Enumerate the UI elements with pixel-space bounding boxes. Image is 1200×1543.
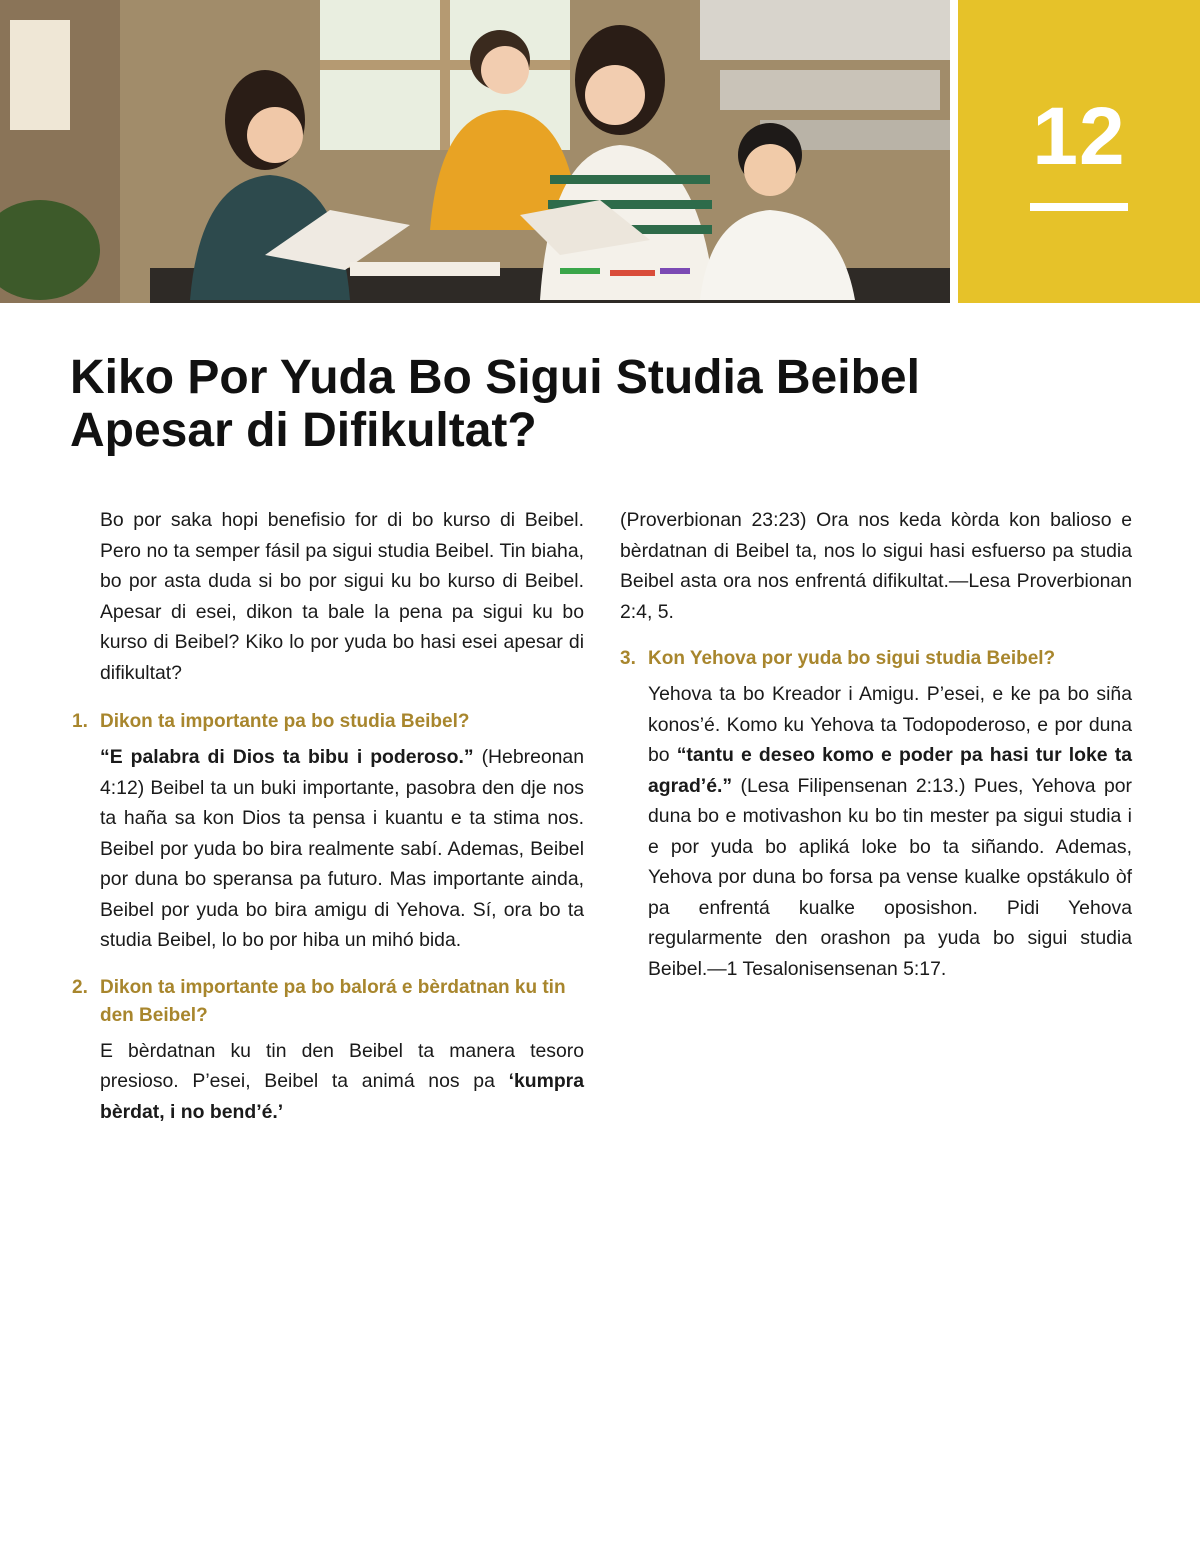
answer-2-paragraph [72,1036,584,1128]
family-bible-study-illustration [0,0,950,303]
intro-paragraph: Bo por saka hopi benefisio for di bo kurso di Beibel. Pero no ta semper fásil pa sigui studia Beibel. Tin biaha, bo por asta duda si bo por sigui ku bo kurso di Beibel. Apesar di esei, dikon ta bale la pena pa sigui ku bo kurso di Beibel? Kiko lo por yuda bo hasi esei apesar di difikultat? [100,509,584,684]
question-2-heading [72,974,584,1030]
page-title-line2: Apesar di Difikultat? [70,403,537,457]
page-title-line1: Kiko Por Yuda Bo Sigui Studia Beibel [70,351,920,404]
right-column [620,505,1132,984]
answer-2-continuation [620,505,1132,627]
answer-1-text: (Hebreonan 4:12) Beibel ta un buki importante, pasobra den dje nos ta haña sa kon Dios ta pensa i kuantu e ta stima nos. Beibel por yuda bo bira realmente sabí. Ademas, Beibel por duna bo speransa pa futuro. Mas importante ainda, Beibel por yuda bo bira amigu di Yehova. Sí, ora bo ta studia Beibel, lo bo por hiba un mihó bida. [100,746,585,951]
answer-2-text-part2: (Proverbionan 23:23) Ora nos keda kòrda kon balioso e bèrdatnan di Beibel ta, nos lo sigui hasi esfuerso pa studia Beibel asta ora nos enfrentá difikultat.—Lesa Proverbionan 2:4, 5. [620,509,1132,623]
question-1-heading [72,708,584,736]
lesson-number-underline [1030,203,1128,211]
question-1-number: 1. [72,711,88,732]
hero-photo [0,0,950,303]
page-title [70,352,1070,458]
answer-1-paragraph [72,742,584,956]
answer-3-text-part1: Yehova ta bo Kreador i Amigu. P’esei, e ke pa bo siña konos’é. Komo ku Yehova ta Todopoderoso, e por duna bo [648,683,1132,766]
question-3-text: Kon Yehova por yuda bo sigui studia Beibel? [648,648,1056,669]
answer-3-text-part2: (Lesa Filipensenan 2:13.) Pues, Yehova por duna bo e motivashon ku bo tin mester pa sigui studia i e por yuda bo apliká loke bo ta siñando. Ademas, Yehova por duna bo forsa pa vense kualke opstákulo òf pa enfrentá kualke oposishon. Pidi Yehova regularmente den orashon pa yuda bo sigui studia Beibel.—1 Tesalonisensenan 5:17. [648,774,1132,980]
lesson-number: 12 [1032,91,1126,182]
answer-2-text-part1: E bèrdatnan ku tin den Beibel ta manera tesoro presioso. P’esei, Beibel ta animá nos pa [100,1039,584,1092]
question-2-number: 2. [72,976,88,998]
question-1-text: Dikon ta importante pa bo studia Beibel? [100,711,470,732]
question-3-number: 3. [620,648,636,669]
left-column [72,505,584,1127]
answer-3-paragraph [620,679,1132,984]
question-2-text: Dikon ta importante pa bo balorá e bèrdatnan ku tin den Beibel? [100,976,566,1026]
answer-3-quote: “tantu e deseo komo e poder pa hasi tur loke ta agrad’é.” [648,744,1132,797]
answer-1-quote: “E palabra di Dios ta bibu i poderoso.” [100,746,474,768]
answer-2-quote: ‘kumpra bèrdat, i no bend’é.’ [100,1070,584,1123]
lesson-number-box [958,0,1200,303]
question-3-heading [620,645,1132,673]
